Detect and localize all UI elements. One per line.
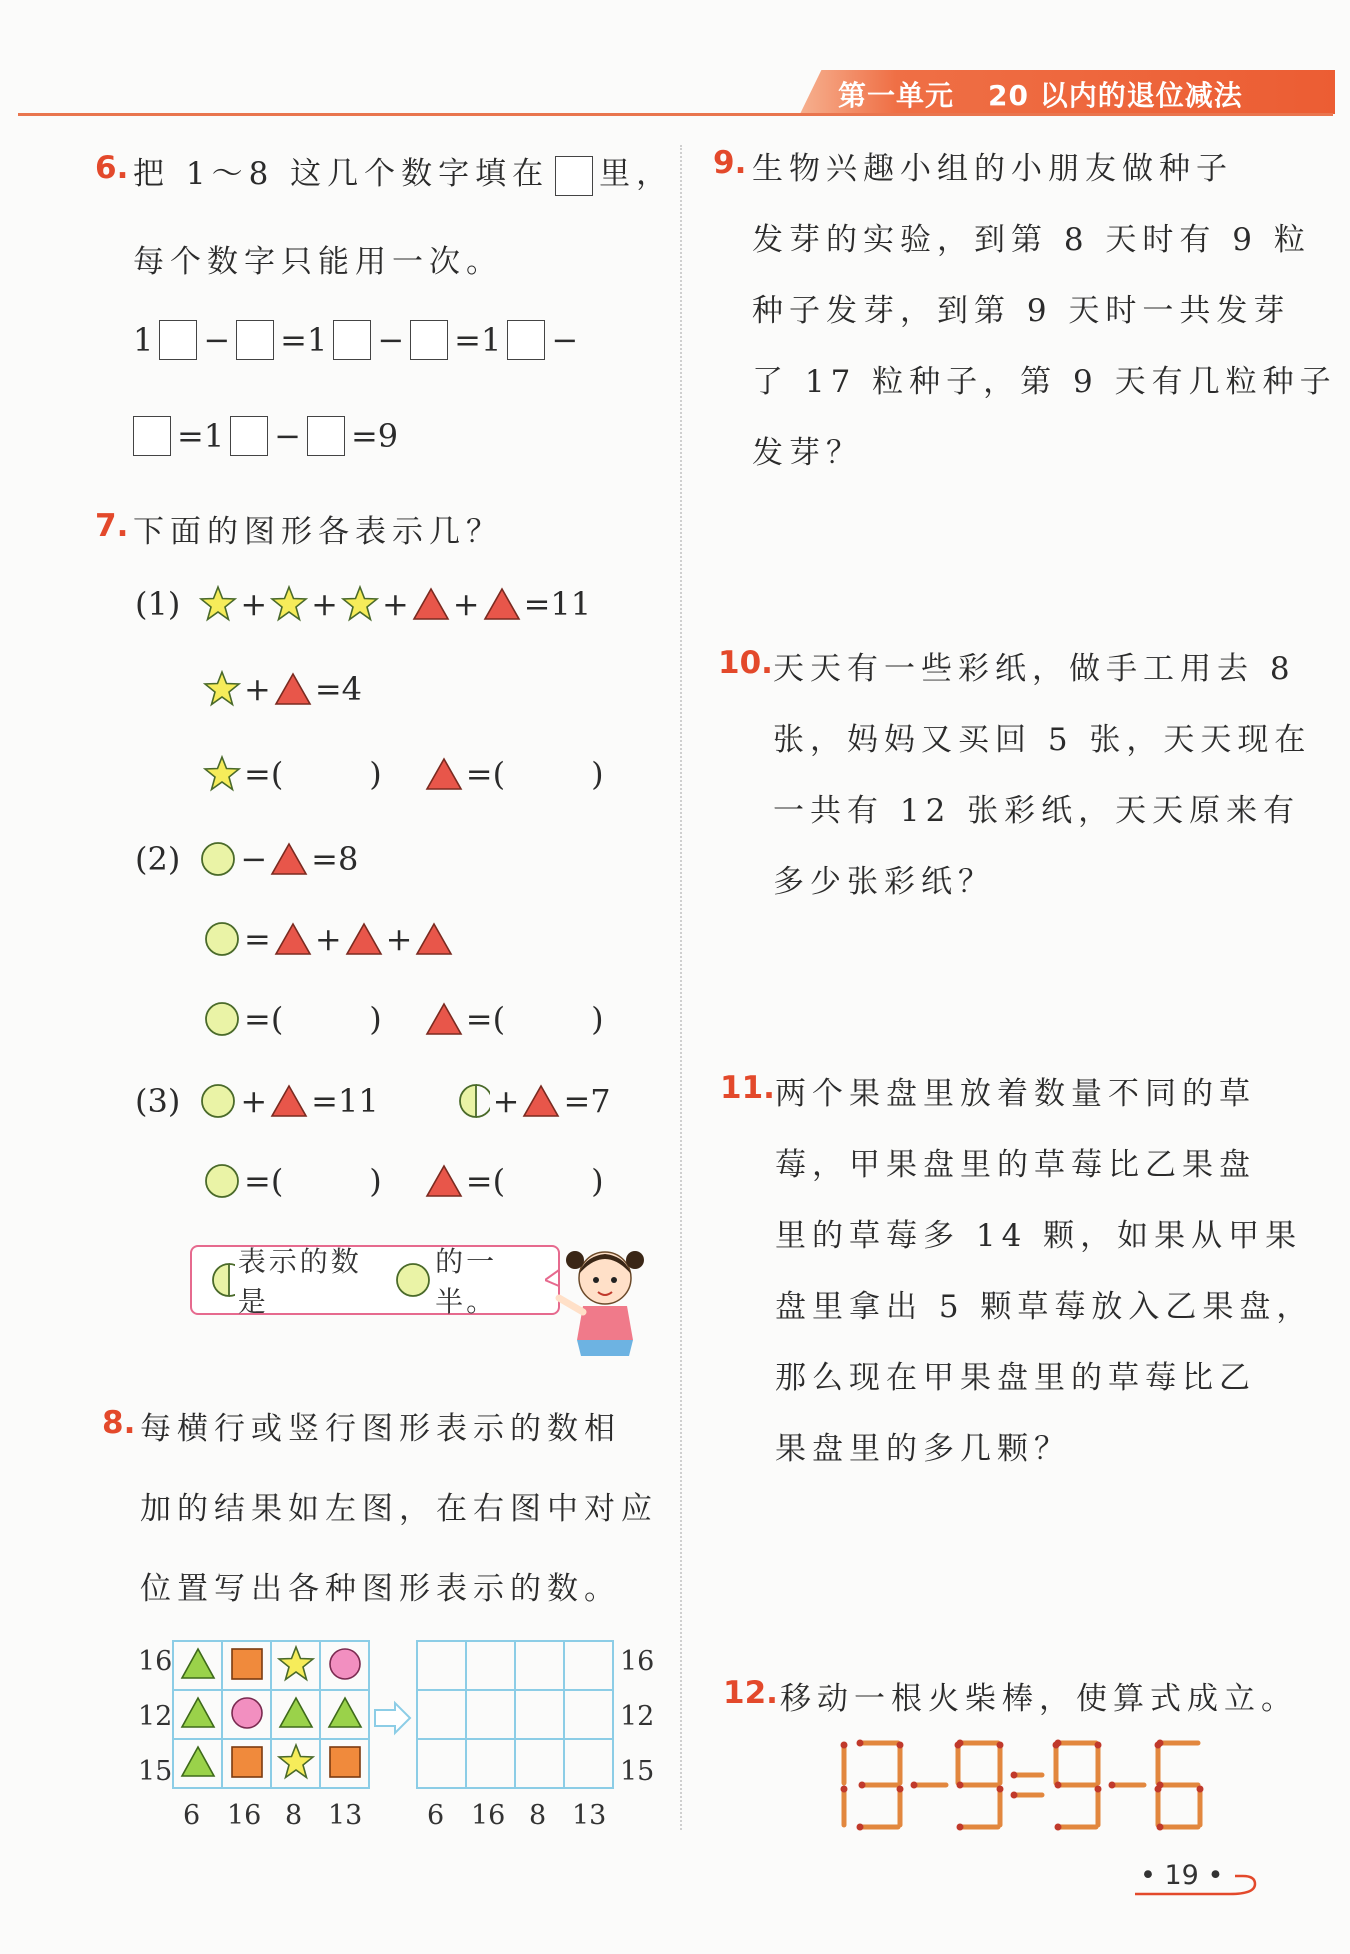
- equals-sign: =: [350, 417, 378, 455]
- square-icon: [229, 1646, 265, 1682]
- paren-open: (: [270, 755, 284, 793]
- equals-sign: =: [563, 1082, 591, 1120]
- col-sum-label: 16: [227, 1800, 262, 1831]
- minus-sign: −: [240, 840, 268, 878]
- value: 7: [590, 1082, 611, 1120]
- q7-2-eq2: [200, 920, 456, 958]
- col-sum-label: 6: [427, 1800, 445, 1831]
- equals-sign: =: [244, 755, 271, 793]
- answer-box[interactable]: [307, 416, 345, 456]
- equals-sign: =: [280, 321, 307, 359]
- value: 11: [550, 585, 592, 623]
- unit-label: 第一单元: [838, 79, 955, 112]
- part-label: (3): [135, 1082, 181, 1120]
- digit: 1: [306, 321, 328, 359]
- q10-line: 天天有一些彩纸，做手工用去 8: [773, 651, 1296, 687]
- q7-2-eq1: [135, 840, 358, 878]
- col-sum-label: 13: [328, 1800, 363, 1831]
- star-icon: [270, 585, 308, 623]
- q7-1-answers: [200, 755, 604, 793]
- part-label: (2): [135, 840, 181, 878]
- answer-cell[interactable]: [417, 1641, 466, 1690]
- answer-cell[interactable]: [564, 1641, 613, 1690]
- col-sum-label: 16: [471, 1800, 506, 1831]
- answer-cell[interactable]: [515, 1739, 564, 1788]
- shape-grid-left: [172, 1640, 370, 1789]
- circle-icon: [199, 840, 237, 878]
- paren-open: (: [492, 1162, 506, 1200]
- header-title: [838, 74, 1277, 114]
- star-icon: [277, 1645, 315, 1683]
- grid-cell: [271, 1641, 320, 1690]
- col-sum-label: 8: [285, 1800, 303, 1831]
- row-sum-label: 16: [620, 1646, 655, 1677]
- digit: 1: [203, 417, 225, 455]
- q6-equation-row1: [133, 320, 578, 360]
- page-number: • 19 •: [1140, 1860, 1224, 1891]
- q9-number: 9.: [713, 145, 747, 181]
- q9-line: 发芽？: [752, 435, 863, 471]
- answer-box[interactable]: [159, 320, 197, 360]
- equals-sign: =: [311, 1082, 338, 1120]
- paren-close: ): [591, 1162, 604, 1200]
- q10-number: 10.: [718, 645, 773, 681]
- hint-text-b: 的一半。: [435, 1245, 498, 1318]
- q9-line: 生物兴趣小组的小朋友做种子: [752, 151, 1233, 187]
- square-icon: [327, 1744, 363, 1780]
- q7-1-eq2: [200, 670, 362, 708]
- triangle-icon: [345, 920, 383, 958]
- triangle-icon: [327, 1695, 363, 1731]
- page-number-underline-icon: [1135, 1872, 1267, 1898]
- q9-line: 发芽的实验，到第 8 天时有 9 粒: [752, 222, 1311, 258]
- row-sum-label: 16: [138, 1646, 173, 1677]
- q11-line: 果盘里的多几颗？: [775, 1431, 1071, 1467]
- q8-line3: 位置写出各种图形表示的数。: [140, 1571, 621, 1607]
- column-divider: [680, 145, 682, 1830]
- triangle-icon: [412, 585, 450, 623]
- matchstick-equation: [830, 1735, 1220, 1835]
- minus-sign: −: [377, 321, 405, 359]
- q8-line2: 加的结果如左图，在右图中对应: [140, 1491, 658, 1527]
- header-rule: [18, 113, 1333, 116]
- grid-cell: [173, 1739, 222, 1788]
- col-sum-label: 6: [183, 1800, 201, 1831]
- value: 11: [337, 1082, 379, 1120]
- row-sum-label: 12: [620, 1701, 655, 1732]
- plus-sign: +: [385, 920, 413, 958]
- q8-number: 8.: [102, 1405, 136, 1441]
- q7-3-answers: [200, 1162, 604, 1200]
- q12-number: 12.: [723, 1675, 778, 1711]
- circle-icon: [199, 1082, 237, 1120]
- q6-text-line1: [133, 148, 673, 196]
- q7-2-answers: [200, 1000, 604, 1038]
- answer-box[interactable]: [410, 320, 448, 360]
- grid-cell: [173, 1690, 222, 1739]
- paren-open: (: [492, 755, 506, 793]
- grid-cell: [222, 1690, 271, 1739]
- triangle-icon: [425, 755, 463, 793]
- value: 8: [337, 840, 359, 878]
- q7-1-eq1: [135, 585, 591, 623]
- minus-sign: −: [274, 417, 301, 455]
- triangle-icon: [522, 1082, 560, 1120]
- plus-sign: +: [244, 670, 271, 708]
- answer-cell[interactable]: [466, 1641, 515, 1690]
- grid-cell: [173, 1641, 222, 1690]
- star-icon: [203, 670, 241, 708]
- q10-line: 一共有 12 张彩纸，天天原来有: [773, 793, 1301, 829]
- q11-line: 那么现在甲果盘里的草莓比乙: [775, 1360, 1256, 1396]
- digit: 1: [480, 321, 502, 359]
- circle-icon: [203, 920, 241, 958]
- equals-sign: =: [244, 1162, 271, 1200]
- q6-line1: 把 1～8 这几个数字填在: [133, 156, 550, 192]
- answer-box[interactable]: [507, 320, 545, 360]
- row-sum-label: 15: [620, 1756, 655, 1787]
- triangle-icon: [270, 840, 308, 878]
- grid-cell: [320, 1690, 369, 1739]
- col-sum-label: 13: [572, 1800, 607, 1831]
- plus-sign: +: [240, 585, 268, 623]
- answer-cell[interactable]: [417, 1739, 466, 1788]
- grid-cell: [271, 1739, 320, 1788]
- value: 4: [341, 670, 362, 708]
- answer-cell[interactable]: [515, 1690, 564, 1739]
- half-circle-icon: [205, 1261, 235, 1299]
- col-sum-label: 8: [529, 1800, 547, 1831]
- paren-close: ): [369, 1000, 382, 1038]
- triangle-icon: [180, 1744, 216, 1780]
- triangle-icon: [270, 1082, 308, 1120]
- plus-sign: +: [311, 585, 338, 623]
- equals-sign: =: [311, 840, 338, 878]
- girl-illustration-icon: [545, 1240, 670, 1360]
- q8-line1: 每横行或竖行图形表示的数相: [140, 1411, 621, 1447]
- row-sum-label: 15: [138, 1756, 173, 1787]
- q7-3-eq: [135, 1082, 611, 1120]
- q11-line: 盘里拿出 5 颗草莓放入乙果盘，: [775, 1289, 1314, 1325]
- answer-cell[interactable]: [417, 1690, 466, 1739]
- circle-icon: [327, 1646, 363, 1682]
- circle-icon: [203, 1000, 241, 1038]
- q7-title: 下面的图形各表示几？: [133, 514, 503, 550]
- answer-cell[interactable]: [466, 1690, 515, 1739]
- circle-icon: [394, 1261, 432, 1299]
- answer-box: [555, 156, 593, 196]
- hint-text-a: 表示的数是: [237, 1245, 362, 1318]
- triangle-icon: [180, 1646, 216, 1682]
- q11-line: 莓，甲果盘里的草莓比乙果盘: [775, 1147, 1256, 1183]
- plus-sign: +: [381, 585, 409, 623]
- star-icon: [277, 1743, 315, 1781]
- plus-sign: +: [314, 920, 342, 958]
- half-circle-icon: [452, 1082, 490, 1120]
- paren-open: (: [492, 1000, 506, 1038]
- circle-icon: [229, 1695, 265, 1731]
- grid-cell: [320, 1739, 369, 1788]
- q12-title: 移动一根火柴棒，使算式成立。: [780, 1681, 1298, 1717]
- equals-sign: =: [465, 755, 493, 793]
- plus-sign: +: [452, 585, 480, 623]
- paren-open: (: [270, 1000, 284, 1038]
- triangle-icon: [425, 1000, 463, 1038]
- digit: 9: [377, 417, 399, 455]
- paren-close: ): [591, 755, 604, 793]
- triangle-icon: [425, 1162, 463, 1200]
- q6-text-line2: 每个数字只能用一次。: [133, 244, 503, 280]
- triangle-icon: [180, 1695, 216, 1731]
- equals-sign: =: [244, 1000, 271, 1038]
- grid-cell: [222, 1739, 271, 1788]
- digit: 1: [133, 321, 154, 359]
- equals-sign: =: [177, 417, 204, 455]
- q10-line: 多少张彩纸？: [773, 864, 995, 900]
- row-sum-label: 12: [138, 1701, 173, 1732]
- grid-cell: [271, 1690, 320, 1739]
- star-icon: [199, 585, 237, 623]
- minus-sign: −: [551, 321, 579, 359]
- answer-box[interactable]: [230, 416, 268, 456]
- q11-line: 两个果盘里放着数量不同的草: [775, 1076, 1256, 1112]
- q10-line: 张，妈妈又买回 5 张，天天现在: [773, 722, 1312, 758]
- triangle-icon: [415, 920, 453, 958]
- answer-box[interactable]: [236, 320, 274, 360]
- star-icon: [341, 585, 379, 623]
- q11-number: 11.: [720, 1070, 775, 1106]
- circle-icon: [203, 1162, 241, 1200]
- shape-grid-right: [416, 1640, 614, 1789]
- answer-box[interactable]: [133, 416, 171, 456]
- plus-sign: +: [492, 1082, 520, 1120]
- answer-cell[interactable]: [515, 1641, 564, 1690]
- topic-label: 20 以内的退位减法: [988, 79, 1243, 112]
- paren-close: ): [369, 1162, 382, 1200]
- equals-sign: =: [244, 920, 271, 958]
- triangle-icon: [483, 585, 521, 623]
- q6-line1-end: 里，: [599, 156, 674, 192]
- answer-cell[interactable]: [564, 1690, 613, 1739]
- q11-line: 里的草莓多 14 颗，如果从甲果: [775, 1218, 1303, 1254]
- q6-equation-row2: [127, 416, 398, 456]
- star-icon: [203, 755, 241, 793]
- triangle-icon: [274, 670, 312, 708]
- arrow-right-icon: [373, 1700, 413, 1736]
- equals-sign: =: [465, 1000, 493, 1038]
- triangle-icon: [274, 920, 312, 958]
- paren-close: ): [591, 1000, 604, 1038]
- minus-sign: −: [203, 321, 231, 359]
- equals-sign: =: [454, 321, 481, 359]
- equals-sign: =: [465, 1162, 493, 1200]
- q6-number: 6.: [95, 150, 129, 186]
- grid-cell: [222, 1641, 271, 1690]
- square-icon: [229, 1744, 265, 1780]
- answer-cell[interactable]: [466, 1739, 515, 1788]
- paren-close: ): [369, 755, 382, 793]
- grid-cell: [320, 1641, 369, 1690]
- answer-box[interactable]: [333, 320, 371, 360]
- equals-sign: =: [314, 670, 342, 708]
- answer-cell[interactable]: [564, 1739, 613, 1788]
- q9-line: 了 17 粒种子，第 9 天有几粒种子: [752, 364, 1337, 400]
- triangle-icon: [278, 1695, 314, 1731]
- q9-line: 种子发芽，到第 9 天时一共发芽: [752, 293, 1291, 329]
- equals-sign: =: [523, 585, 551, 623]
- part-label: (1): [135, 585, 181, 623]
- q7-number: 7.: [95, 508, 129, 544]
- plus-sign: +: [240, 1082, 268, 1120]
- paren-open: (: [270, 1162, 284, 1200]
- hint-bubble: [190, 1245, 560, 1318]
